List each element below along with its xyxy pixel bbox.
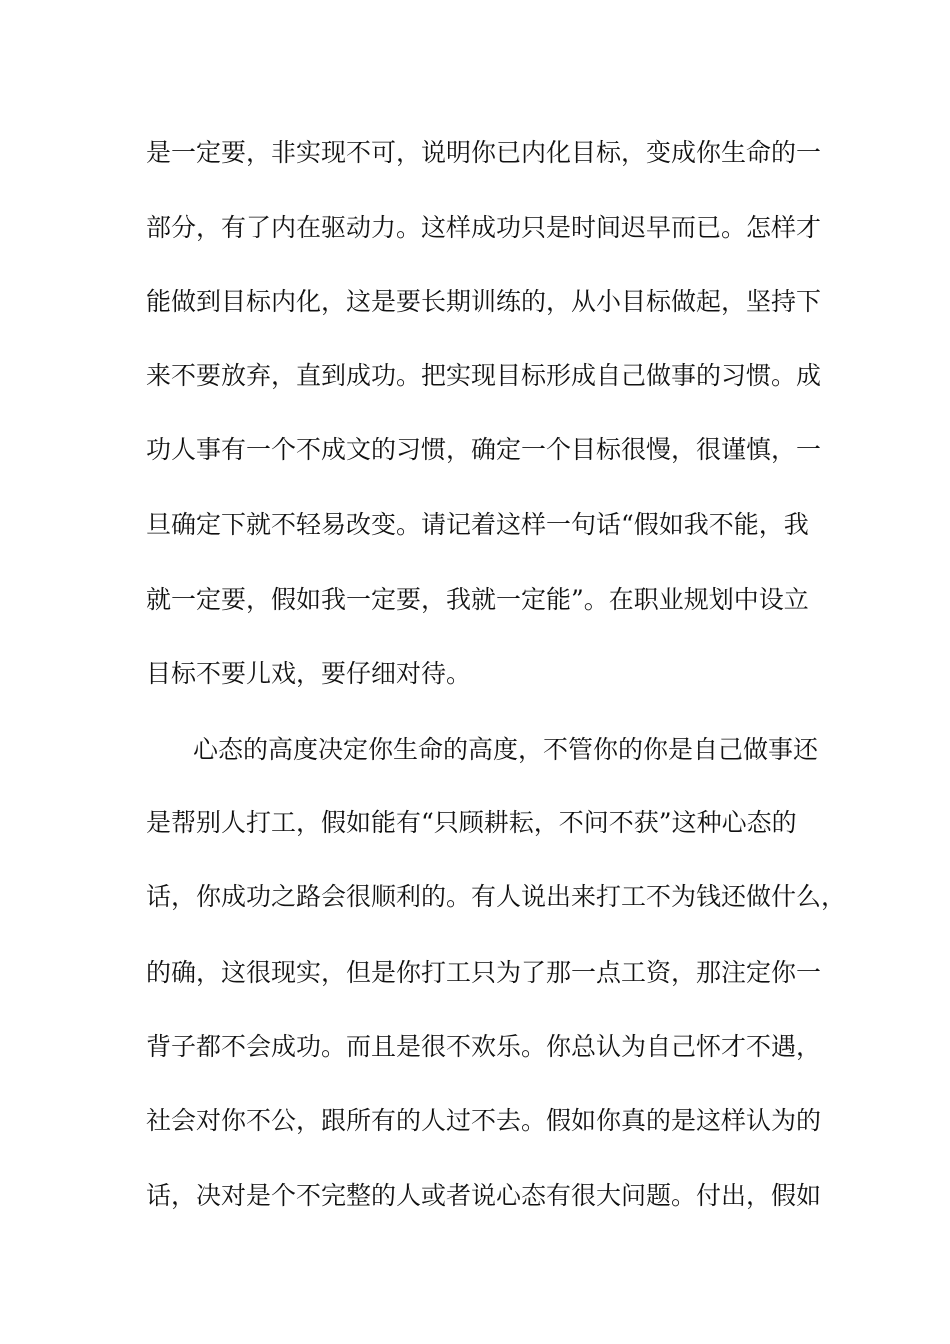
text-line: 功人事有一个不成文的习惯，确定一个目标很慢，很谨慎，一 [146,435,822,464]
text-line: 是帮别人打工，假如能有“只顾耕耘，不问不获”这种心态的 [146,808,797,837]
text-line: 部分，有了内在驱动力。这样成功只是时间迟早而已。怎样才 [146,213,822,242]
text-line: 社会对你不公，跟所有的人过不去。假如你真的是这样认为的 [146,1106,822,1135]
text-line: 旦确定下就不轻易改变。请记着这样一句话“假如我不能，我 [146,510,809,539]
text-line: 是一定要，非实现不可，说明你已内化目标，变成你生命的一 [146,138,822,167]
text-line: 来不要放弃，直到成功。把实现目标形成自己做事的习惯。成 [146,361,822,390]
text-line: 话，你成功之路会很顺利的。有人说出来打工不为钱还做什么， [146,882,847,911]
text-line: 目标不要儿戏，要仔细对待。 [146,659,472,688]
text-line: 背子都不会成功。而且是很不欢乐。你总认为自己怀才不遇， [146,1032,822,1061]
text-line: 就一定要，假如我一定要，我就一定能”。在职业规划中设立 [146,585,809,614]
text-line: 的确，这很现实，但是你打工只为了那一点工资，那注定你一 [146,958,822,987]
text-line: 心态的高度决定你生命的高度，不管你的你是自己做事还 [193,735,819,764]
text-line: 话，决对是个不完整的人或者说心态有很大问题。付出，假如 [146,1181,822,1210]
text-line: 能做到目标内化，这是要长期训练的，从小目标做起，坚持下 [146,287,822,316]
